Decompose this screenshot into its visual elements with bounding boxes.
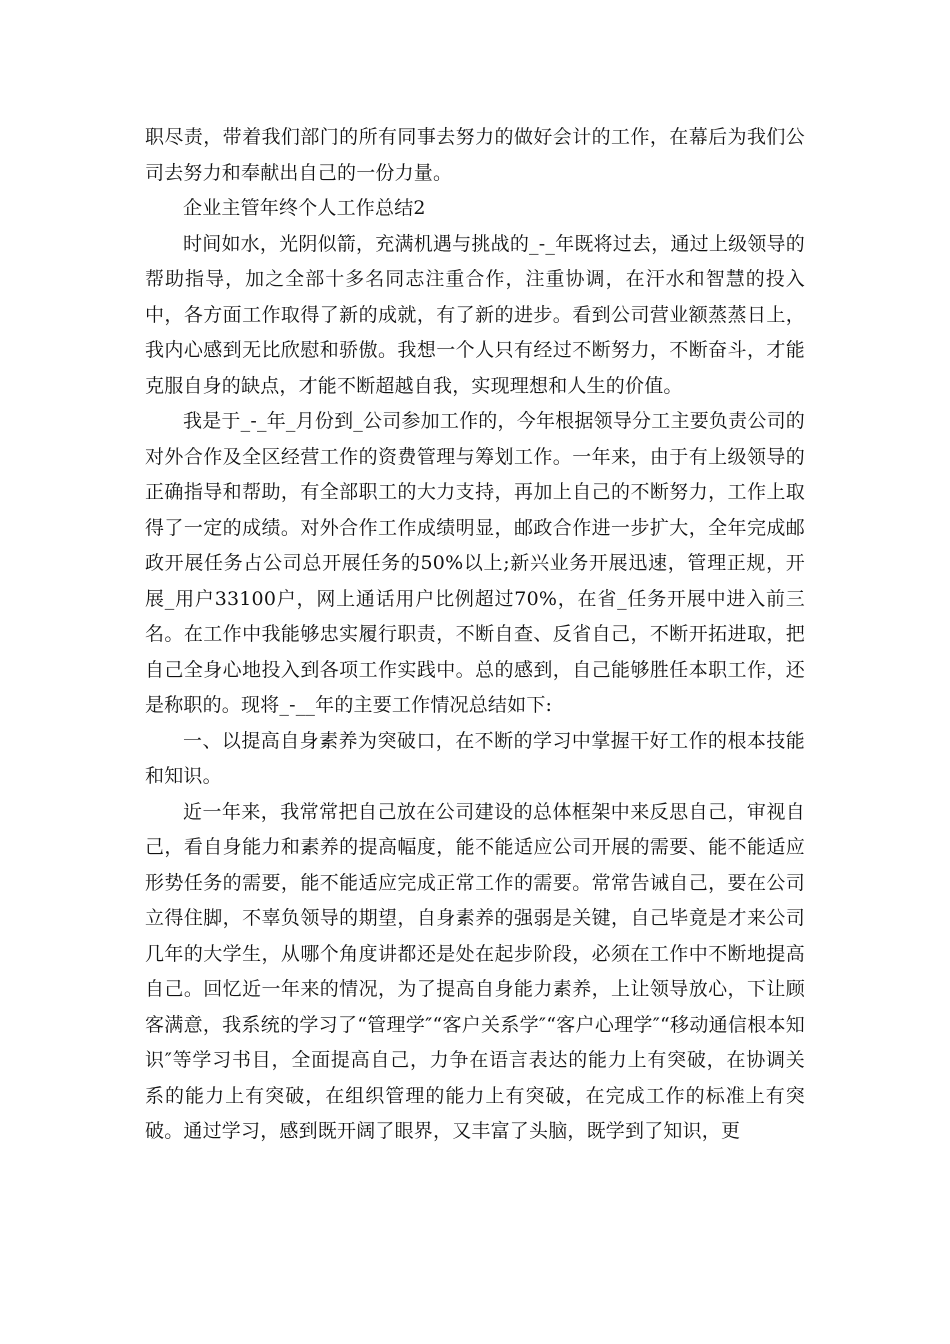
paragraph-continuation: 职尽责，带着我们部门的所有同事去努力的做好会计的工作，在幕后为我们公司去努力和奉献出自己的一份力量。 bbox=[145, 126, 805, 184]
paragraph-self-reflection: 近一年来，我常常把自己放在公司建设的总体框架中来反思自己，审视自己，看自身能力和素养的提高幅度，能不能适应公司开展的需要、能不能适应形势任务的需要，能不能适应完成正常工作的需要。常常告诫自己，要在公司立得住脚，不辜负领导的期望，自身素养的强弱是关键，自己毕竟是才来公司几年的大学生，从哪个角度讲都还是处在起步阶段，必须在工作中不断地提高自己。回忆近一年来的情况，为了提高自身能力素养，上让领导放心，下让顾客满意，我系统的学习了“管理学″“客户关系学″“客户心理学″“移动通信根本知识″等学习书目，全面提高自己，力争在语言表达的能力上有突破，在协调关系的能力上有突破，在组织管理的能力上有突破，在完成工作的标准上有突破。通过学习，感到既开阔了眼界，又丰富了头脑，既学到了知识，更 bbox=[145, 800, 805, 1142]
paragraph-intro: 时间如水，光阴似箭，充满机遇与挑战的_-_年既将过去，通过上级领导的帮助指导，加之全部十多名同志注重合作，注重协调，在汗水和智慧的投入中，各方面工作取得了新的成就，有了新的进步。看到公司营业额蒸蒸日上，我内心感到无比欣慰和骄傲。我想一个人只有经过不断努力，不断奋斗，才能克服自身的缺点，才能不断超越自我，实现理想和人生的价值。 bbox=[145, 232, 805, 397]
section-heading: 企业主管年终个人工作总结2 bbox=[183, 197, 426, 219]
document-page bbox=[145, 120, 805, 1150]
paragraph-section-one-title: 一、以提高自身素养为突破口，在不断的学习中掌握干好工作的根本技能和知识。 bbox=[145, 729, 805, 787]
paragraph-background: 我是于_-_年_月份到_公司参加工作的，今年根据领导分工主要负责公司的对外合作及全区经营工作的资费管理与筹划工作。一年来，由于有上级领导的正确指导和帮助，有全部职工的大力支持，再加上自己的不断努力，工作上取得了一定的成绩。对外合作工作成绩明显，邮政合作进一步扩大，全年完成邮政开展任务占公司总开展任务的50%以上;新兴业务开展迅速，管理正规，开展_用户33100户，网上通话用户比例超过70%，在省_任务开展中进入前三名。在工作中我能够忠实履行职责，不断自查、反省自己，不断开拓进取，把自己全身心地投入到各项工作实践中。总的感到，自己能够胜任本职工作，还是称职的。现将_-__年的主要工作情况总结如下: bbox=[145, 410, 805, 716]
